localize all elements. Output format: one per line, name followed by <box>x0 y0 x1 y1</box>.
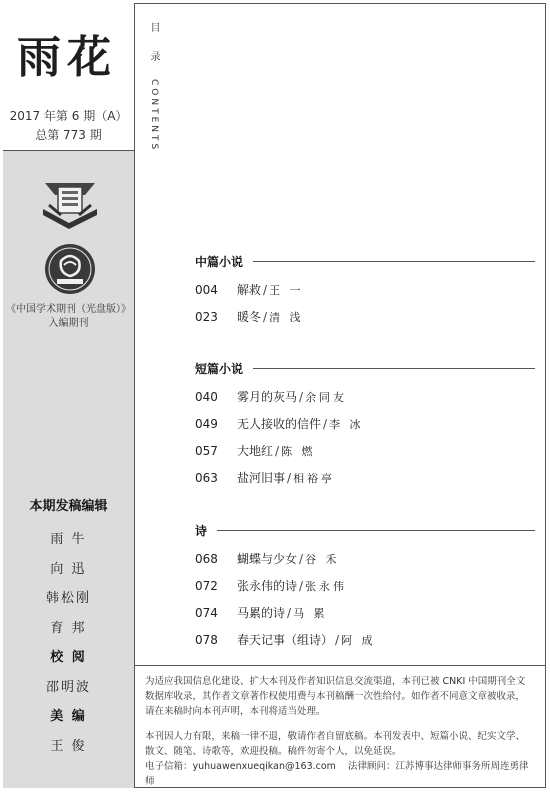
notice-email: 电子信箱：yuhuawenxueqikan@163.com <box>145 761 336 772</box>
toc-author: 李 冰 <box>329 418 364 431</box>
toc-title: 蝴蝶与少女 <box>237 552 298 566</box>
toc-entry[interactable] <box>195 308 304 325</box>
section-heading <box>195 360 535 377</box>
cnki-note <box>3 303 134 331</box>
toc-page-number: 057 <box>195 444 218 458</box>
toc-separator: / <box>287 471 292 485</box>
editor-role-label: 美 编 <box>50 709 87 724</box>
toc-title: 暖冬 <box>237 310 262 324</box>
toc-title: 马累的诗 <box>237 606 286 620</box>
toc-page-number: 072 <box>195 579 218 593</box>
toc-entry[interactable] <box>195 604 328 621</box>
section-heading-label: 中篇小说 <box>195 255 244 269</box>
editor-role-label: 校 阅 <box>50 650 87 665</box>
editor-name: 王 俊 <box>50 738 87 754</box>
editor-name: 向 迅 <box>50 561 87 577</box>
toc-page-number: 068 <box>195 552 218 566</box>
toc-entry[interactable] <box>195 281 304 298</box>
section-heading <box>195 253 535 270</box>
toc-page-number: 063 <box>195 471 218 485</box>
toc-author: 余同友 <box>305 391 348 404</box>
toc-author: 阿 成 <box>341 634 376 647</box>
toc-page-number: 004 <box>195 283 218 297</box>
toc-separator: / <box>299 579 304 593</box>
magazine-title: 雨花 <box>17 32 117 83</box>
contents-label-cn: 目 录 <box>148 22 159 70</box>
toc-author: 相裕亭 <box>293 472 336 485</box>
toc-page-number: 040 <box>195 390 218 404</box>
notice-para2-line2: 散文、随笔、诗歌等，欢迎投稿。稿件勿寄个人，以免延误。 <box>145 746 402 757</box>
editor-name: 邵明波 <box>45 679 91 695</box>
jiangsu-quality-journal-emblem-icon <box>44 243 96 295</box>
toc-author: 谷 禾 <box>305 553 340 566</box>
toc-page-number: 049 <box>195 417 218 431</box>
editors-heading: 本期发稿编辑 <box>29 499 108 514</box>
issue-number: 2017 年第 6 期（A） <box>9 109 128 123</box>
toc-page-number: 074 <box>195 606 218 620</box>
toc-entry[interactable] <box>195 442 316 459</box>
issue-total: 总第 773 期 <box>35 128 102 142</box>
toc-separator: / <box>263 283 268 297</box>
contents-label <box>147 22 161 152</box>
editor-name: 韩松刚 <box>45 591 91 606</box>
notice-para1-line1: 为适应我国信息化建设、扩大本刊及作者知识信息交流渠道，本刊已被 CNKI 中国期刊全文 <box>145 676 526 687</box>
section-rule <box>253 261 535 262</box>
notice-para1-line3: 请在来稿时向本刊声明，本刊将适当处理。 <box>145 706 326 717</box>
toc-separator: / <box>263 310 268 324</box>
toc-title: 张永伟的诗 <box>237 579 298 593</box>
masthead <box>3 3 134 99</box>
contents-label-en: CONTENTS <box>149 79 159 153</box>
toc-entry[interactable] <box>195 577 347 594</box>
cnki-note-line2: 入编期刊 <box>48 318 89 329</box>
section-rule <box>217 530 535 531</box>
toc-separator: / <box>275 444 280 458</box>
notice-para1-line2: 数据库收录，其作者文章著作权使用费与本刊稿酬一次性给付。如作者不同意文章被收录， <box>145 691 526 702</box>
toc-separator: / <box>287 606 292 620</box>
editor-name: 雨 牛 <box>50 532 87 547</box>
notice-contact-line <box>145 759 536 789</box>
toc-title: 春天记事（组诗） <box>237 633 334 647</box>
cnki-note-line1: 《中国学术期刊（光盘版）》 <box>6 304 131 315</box>
notice-para2-line1: 本刊因人力有限，来稿一律不退，敬请作者自留底稿。本刊发表中、短篇小说、纪实文学、 <box>145 731 526 742</box>
section-heading-label: 诗 <box>195 524 208 538</box>
toc-separator: / <box>335 633 340 647</box>
toc-author: 王 一 <box>269 284 304 297</box>
toc-author: 马 累 <box>293 607 328 620</box>
toc-entry[interactable] <box>195 469 335 486</box>
toc-entry[interactable] <box>195 388 347 405</box>
section-rule <box>253 368 535 369</box>
toc-title: 雾月的灰马 <box>237 390 298 404</box>
toc-page-number: 023 <box>195 310 218 324</box>
toc-separator: / <box>299 390 304 404</box>
toc-title: 大地红 <box>237 444 274 458</box>
notice-box <box>135 665 546 788</box>
section-heading-label: 短篇小说 <box>195 362 244 376</box>
toc-title: 无人接收的信件 <box>237 417 322 431</box>
toc-author: 张永伟 <box>305 580 348 593</box>
core-journal-emblem-icon <box>39 175 101 231</box>
sidebar <box>3 3 135 788</box>
toc-entry[interactable] <box>195 631 376 648</box>
toc-title: 解救 <box>237 283 262 297</box>
toc-author: 陈 燃 <box>281 445 316 458</box>
issue-info <box>3 98 134 151</box>
editor-name: 育 邦 <box>50 620 87 636</box>
toc-title: 盐河旧事 <box>237 471 286 485</box>
toc-entry[interactable] <box>195 415 364 432</box>
toc-page-number: 078 <box>195 633 218 647</box>
toc-entry[interactable] <box>195 550 340 567</box>
section-heading <box>195 522 535 539</box>
notice-counsel: 法律顾问：江苏博事达律师事务所周连勇律师 <box>145 761 529 787</box>
toc-separator: / <box>323 417 328 431</box>
toc-author: 清 浅 <box>269 311 304 324</box>
toc-separator: / <box>299 552 304 566</box>
